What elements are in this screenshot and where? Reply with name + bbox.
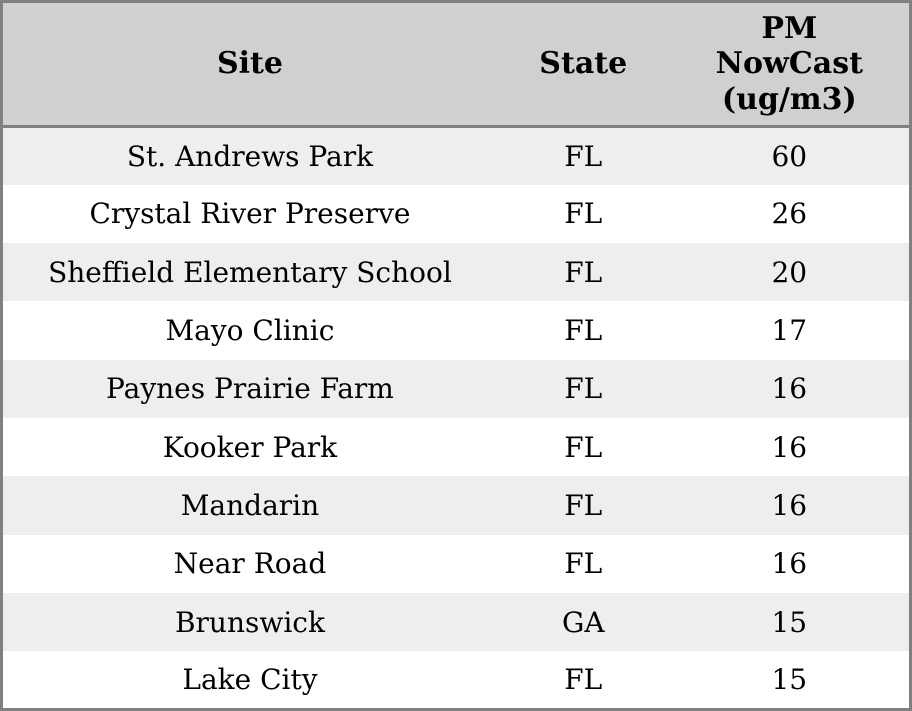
table-row bbox=[2, 243, 911, 301]
state-cell: FL bbox=[564, 139, 603, 173]
table-row bbox=[2, 301, 911, 359]
table-row bbox=[2, 360, 911, 418]
state-cell: FL bbox=[564, 663, 603, 697]
site-cell: Sheffield Elementary School bbox=[48, 255, 452, 289]
column-header-pm-nowcast bbox=[670, 2, 911, 127]
site-cell: Lake City bbox=[182, 663, 318, 697]
table-row bbox=[2, 651, 911, 709]
pm-cell: 60 bbox=[771, 139, 808, 173]
table-header bbox=[2, 2, 911, 127]
site-cell: Brunswick bbox=[174, 605, 325, 639]
table-row bbox=[2, 418, 911, 476]
site-cell: Crystal River Preserve bbox=[89, 197, 411, 231]
pm-cell: 26 bbox=[771, 197, 808, 231]
column-header-pm-nowcast-label: PM NowCast (ug/m3) bbox=[715, 11, 863, 117]
state-cell: GA bbox=[561, 605, 605, 639]
state-cell: FL bbox=[564, 547, 603, 581]
state-cell: FL bbox=[564, 314, 603, 348]
state-cell: FL bbox=[564, 488, 603, 522]
state-cell: FL bbox=[564, 430, 603, 464]
site-cell: Paynes Prairie Farm bbox=[106, 372, 394, 406]
state-cell: FL bbox=[564, 197, 603, 231]
pm-cell: 15 bbox=[771, 605, 808, 639]
site-cell: Kooker Park bbox=[162, 430, 338, 464]
column-header-site: Site bbox=[2, 2, 497, 127]
table-row bbox=[2, 127, 911, 185]
site-cell: Near Road bbox=[173, 547, 327, 581]
pm-cell: 17 bbox=[771, 314, 808, 348]
pm-cell: 16 bbox=[771, 488, 808, 522]
column-header-state: State bbox=[497, 2, 670, 127]
pm-cell: 16 bbox=[771, 372, 808, 406]
table-row bbox=[2, 476, 911, 534]
site-cell: St. Andrews Park bbox=[126, 139, 374, 173]
header-row bbox=[2, 2, 911, 127]
state-cell: FL bbox=[564, 255, 603, 289]
pm-cell: 15 bbox=[771, 663, 808, 697]
state-cell: FL bbox=[564, 372, 603, 406]
pm-cell: 16 bbox=[771, 547, 808, 581]
table-row bbox=[2, 593, 911, 651]
table-row bbox=[2, 535, 911, 593]
pm-cell: 20 bbox=[771, 255, 808, 289]
table-body bbox=[2, 127, 911, 710]
table-row bbox=[2, 185, 911, 243]
pm-cell: 16 bbox=[771, 430, 808, 464]
site-cell: Mayo Clinic bbox=[165, 314, 335, 348]
site-cell: Mandarin bbox=[180, 488, 320, 522]
